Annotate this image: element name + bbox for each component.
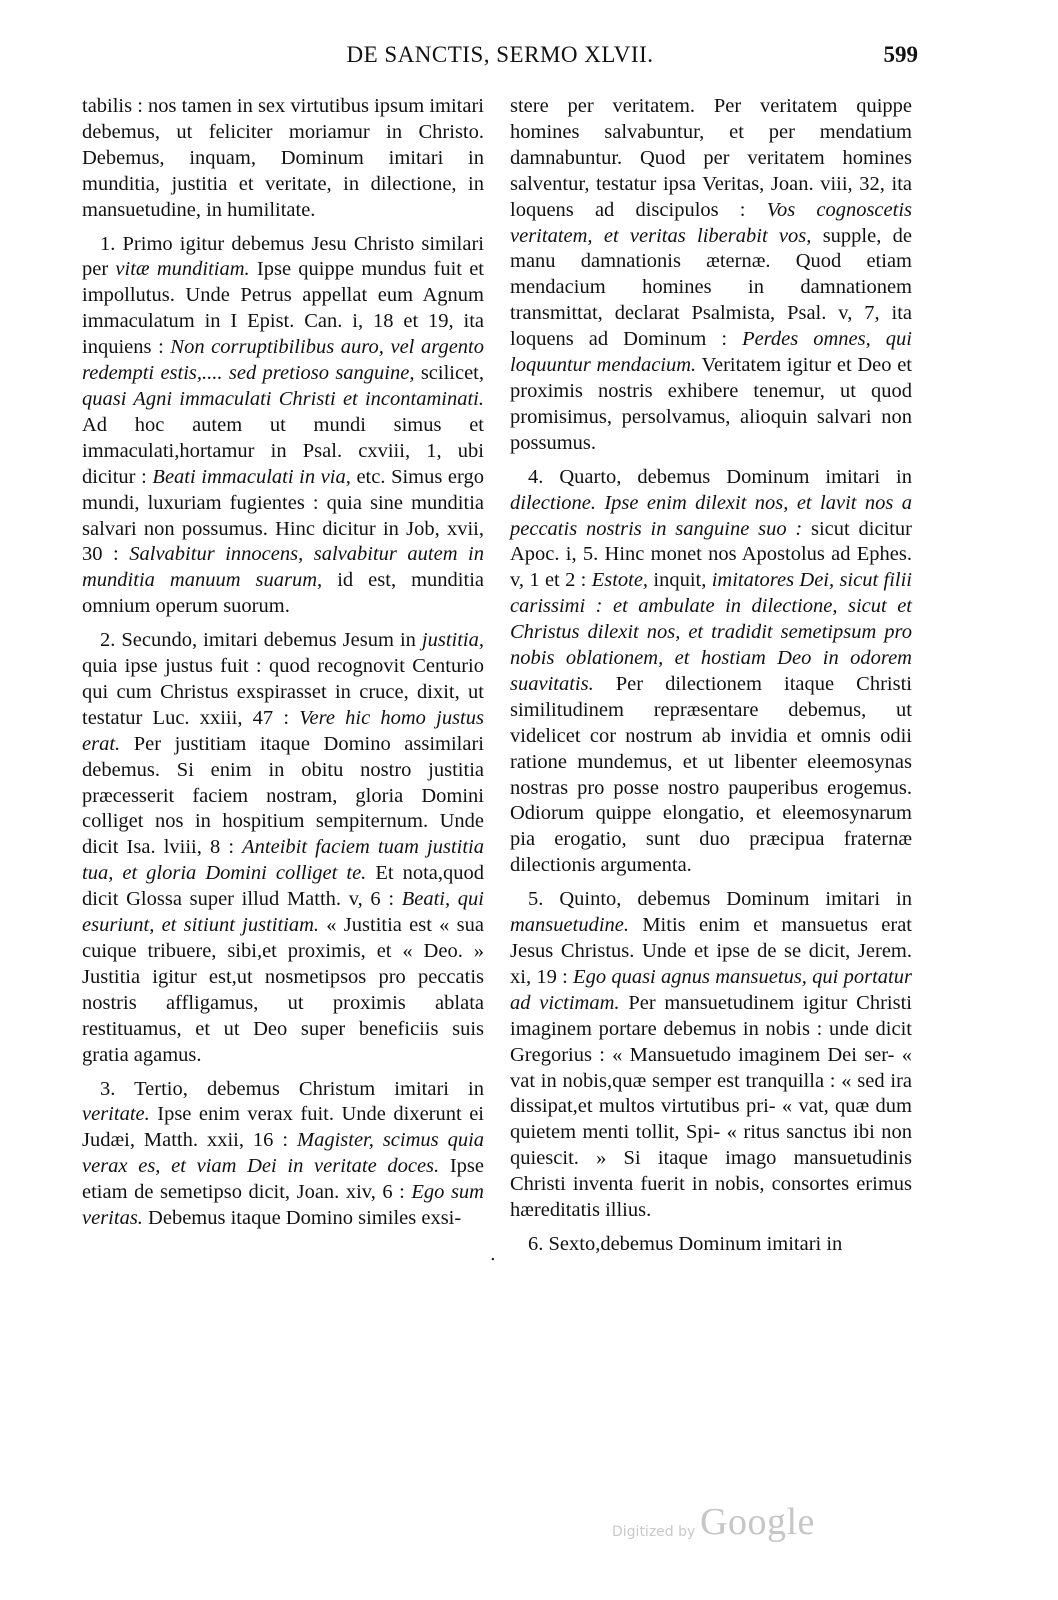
text-run: Per dilectionem itaque Christi similitudinem repræsentare debemus, ut videlicet cor nostrum ab invidia et omnis odii ratione mundemus, et ut libenter eleemosynas nostras pro posse nostro pauperibus erogemus. Odiorum quippe elongatio, et eleemosynarum pia erogatio, sunt duo præcipua fraternæ dilectionis argumenta. bbox=[510, 672, 912, 877]
running-title: DE SANCTIS, SERMO XLVII. bbox=[346, 42, 654, 67]
text-run: etc. Simus ergo mundi, luxuriam fugientes : quia sine munditia salvari non possumus. Hinc dicitur in Job, xvii, 30 : bbox=[82, 465, 484, 566]
italic-run: Vos cognoscetis veritatem, et veritas liberabit vos, bbox=[510, 198, 912, 247]
right-column bbox=[510, 94, 912, 1266]
text-run: Ipse enim verax fuit. Unde dixerunt ei Judæi, Matth. xxii, 16 : bbox=[82, 1103, 484, 1152]
right-paragraph-continuation bbox=[510, 94, 912, 457]
text-run: Ad hoc autem ut mundi simus et immaculati,hortamur in Psal. cxviii, 1, ubi dicitur : bbox=[82, 413, 484, 488]
italic-run: Ego sum veritas. bbox=[82, 1181, 484, 1230]
italic-run: Vere hic homo justus erat. bbox=[82, 706, 484, 755]
italic-run: Perdes omnes, qui loquuntur mendacium. bbox=[510, 328, 912, 377]
italic-run: quasi Agni immaculati Christi et incontaminati. bbox=[82, 387, 484, 410]
left-paragraph-secundo bbox=[82, 628, 484, 1068]
italic-run: Ego quasi agnus mansuetus, qui portatur ad victimam. bbox=[510, 965, 912, 1014]
text-run: Ipse quippe mundus fuit et impollutus. Unde Petrus appellat eum Agnum immaculatum in I Epist. Can. i, 18 et 19, ita inquiens : bbox=[82, 258, 484, 359]
right-paragraph-quarto bbox=[510, 465, 912, 880]
italic-run: justitia, bbox=[421, 629, 484, 652]
text-run: Ipse etiam de semetipso dicit, Joan. xiv, 6 : bbox=[82, 1155, 484, 1204]
text-run: Per mansuetudinem igitur Christi imaginem portare debemus in nobis : unde dicit Gregorius : « Mansuetudo imaginem Dei ser- « vat in nobis,quæ semper est tranquilla : « sed ira dissipat,et multos virtutibus pri- « vat, quæ dum quietem menti tollit, Spi- « ritus sanctus ibi non quiescit. » Si itaque imago mansuetudinis Christi inventa fuerit in nobis, consortes erimus hæreditatis illius. bbox=[510, 991, 912, 1222]
text-run: Per justitiam itaque Domino assimilari debemus. Si enim in obitu nostro justitia præcesserit faciem nostram, gloria Domini colliget nos in hospitium sempiternum. Unde dicit Isa. lviii, 8 : bbox=[82, 732, 484, 859]
text-run: quia ipse justus fuit : quod recognovit Centurio qui cum Christus exspirasset in cruce, dixit, ut testatur Luc. xxiii, 47 : bbox=[82, 655, 484, 729]
page-number: 599 bbox=[883, 42, 918, 67]
italic-run: dilectione. Ipse enim dilexit nos, et lavit nos a peccatis nostris in sanguine suo : bbox=[510, 491, 912, 540]
text-run: supple, de manu damnationis æternæ. Quod etiam mendacium homines in damnationem transmittat, declarat Psalmista, Psal. v, 7, ita loquens ad Dominum : bbox=[510, 224, 912, 351]
text-run: scilicet, bbox=[414, 362, 484, 385]
italic-run: vitæ munditiam. bbox=[115, 258, 250, 281]
text-run: 2. Secundo, imitari debemus Jesum in bbox=[100, 629, 422, 652]
italic-run: veritate. bbox=[82, 1103, 150, 1126]
text-run: stere per veritatem. Per veritatem quippe homines salvabuntur, et per mendatium damnabuntur. Quod per veritatem homines salventur, testatur ipsa Veritas, Joan. viii, 32, ita loquens ad discipulos : bbox=[510, 95, 912, 221]
text-run: inquit, bbox=[648, 569, 712, 592]
italic-run: Beati immaculati in via, bbox=[152, 465, 351, 488]
google-watermark bbox=[612, 1500, 842, 1550]
text-run: 4. Quarto, debemus Dominum imitari in bbox=[528, 465, 912, 488]
italic-run: Salvabitur innocens, salvabitur autem in munditia manuum suarum, bbox=[82, 543, 484, 592]
right-paragraph-quinto bbox=[510, 887, 912, 1224]
italic-run: Beati, qui esuriunt, et sitiunt justitiam. bbox=[82, 888, 484, 937]
right-paragraph-sexto: 6. Sexto,debemus Dominum imitari in bbox=[528, 1232, 843, 1255]
text-run: id est, munditia omnium operum suorum. bbox=[82, 569, 484, 618]
watermark-prefix: Digitized by bbox=[612, 1524, 696, 1540]
left-paragraph-tertio bbox=[82, 1077, 484, 1232]
italic-run: imitatores Dei, sicut filii carissimi : et ambulate in dilectione, sicut et Christus dilexit nos, et tradidit semetipsum pro nobis oblationem, et hostiam Deo in odorem suavitatis. bbox=[510, 569, 912, 695]
italic-run: mansuetudine. bbox=[510, 914, 629, 937]
text-run: Veritatem igitur et Deo et proximis nostris exhibere tenemur, ut quod promisimus, persolvamus, alioquin salvari non possumus. bbox=[510, 354, 912, 454]
left-paragraph-continuation: tabilis : nos tamen in sex virtutibus ipsum imitari debemus, ut feliciter moriamur in Christo. Debemus, inquam, Dominum imitari in munditia, justitia et veritate, in dilectione, in mansuetudine, in humilitate. bbox=[82, 95, 485, 221]
text-run: 5. Quinto, debemus Dominum imitari in bbox=[528, 888, 912, 911]
text-run: 1. Primo igitur debemus Jesu Christo similari per bbox=[82, 232, 484, 281]
text-run: 3. Tertio, debemus Christum imitari in bbox=[100, 1077, 484, 1100]
page-header bbox=[82, 42, 918, 82]
text-run: Debemus itaque Domino similes exsi- bbox=[142, 1207, 462, 1230]
italic-run: Estote, bbox=[591, 569, 649, 592]
text-run: « Justitia est « sua cuique tribuere, sibi,et proximis, et « Deo. » Justitia igitur est,ut nosmetipsos pro peccatis nostris affligamus, ut proximis ablata restituamus, et ut Deo super beneficiis suis gratia agamus. bbox=[82, 914, 484, 1066]
google-logo: Google bbox=[700, 1501, 815, 1543]
text-run: sicut dicitur Apoc. i, 5. Hinc monet nos Apostolus ad Ephes. v, 1 et 2 : bbox=[510, 517, 913, 592]
italic-run: Anteibit faciem tuam justitia tua, et gloria Domini colliget te. bbox=[82, 836, 484, 885]
italic-run: Magister, scimus quia verax es, et viam Dei in veritate doces. bbox=[82, 1129, 485, 1178]
italic-run: Non corruptibilibus auro, vel argento redempti estis,.... sed pretioso sanguine, bbox=[82, 336, 484, 385]
left-column bbox=[82, 94, 484, 1240]
left-paragraph-primo bbox=[82, 232, 484, 621]
marginal-mark: . bbox=[490, 1244, 496, 1265]
text-run: Mitis enim et mansuetus erat Jesus Christus. Unde et ipse de se dicit, Jerem. xi, 19 : bbox=[510, 914, 912, 988]
text-run: Et nota,quod dicit Glossa super illud Matth. v, 6 : bbox=[82, 862, 484, 911]
